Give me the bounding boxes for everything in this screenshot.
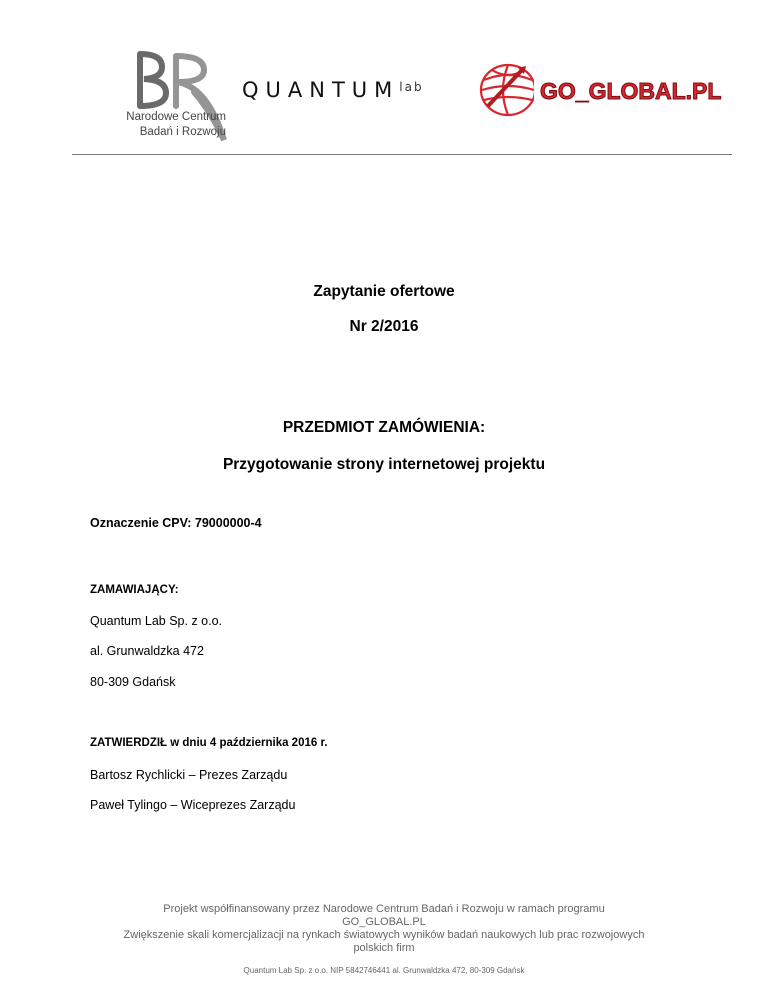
quantum-lab-suffix: lab: [399, 80, 424, 94]
document-title: Zapytanie ofertowe: [313, 283, 455, 300]
signer-president: Bartosz Rychlicki – Prezes Zarządu: [90, 768, 288, 782]
document-number: Nr 2/2016: [349, 318, 419, 335]
orderer-street: al. Grunwaldzka 472: [90, 644, 204, 658]
orderer-name: Quantum Lab Sp. z o.o.: [90, 614, 223, 628]
footer-line-3: Zwiększenie skali komercjalizacji na rynkach światowych wyników badań naukowych lub prac rozwojowych: [123, 929, 645, 941]
header-divider: [72, 154, 732, 155]
footer-line-1: Projekt współfinansowany przez Narodowe Centrum Badań i Rozwoju w ramach programu: [163, 903, 605, 915]
approval-line: ZATWIERDZIŁ w dniu 4 października 2016 r.: [90, 737, 328, 749]
goglobal-wordmark: GO_GLOBAL.PL: [540, 78, 722, 104]
footer-line-4: polskich firm: [353, 942, 415, 954]
ncbr-caption-line2: Badań i Rozwoju: [139, 126, 226, 138]
orderer-city: 80-309 Gdańsk: [90, 675, 176, 689]
footer-company: Quantum Lab Sp. z o.o. NIP 5842746441 al. Grunwaldzka 472, 80-309 Gdańsk: [243, 966, 525, 975]
quantum-wordmark: QUANTUM: [242, 78, 400, 102]
subject-heading: PRZEDMIOT ZAMÓWIENIA:: [282, 419, 486, 436]
ncbr-caption: [116, 110, 226, 140]
footer-line-2: GO_GLOBAL.PL: [342, 916, 426, 928]
signer-vice-president: Paweł Tylingo – Wiceprezes Zarządu: [90, 798, 296, 812]
goglobal-logo: [478, 60, 722, 120]
subject-text: Przygotowanie strony internetowej projektu: [222, 456, 546, 473]
orderer-heading: ZAMAWIAJĄCY:: [90, 584, 179, 596]
cpv-code: Oznaczenie CPV: 79000000-4: [90, 516, 262, 530]
ncbr-caption-line1: Narodowe Centrum: [126, 111, 226, 123]
footer-funding: [0, 903, 768, 955]
quantum-lab-logo: [242, 78, 424, 102]
